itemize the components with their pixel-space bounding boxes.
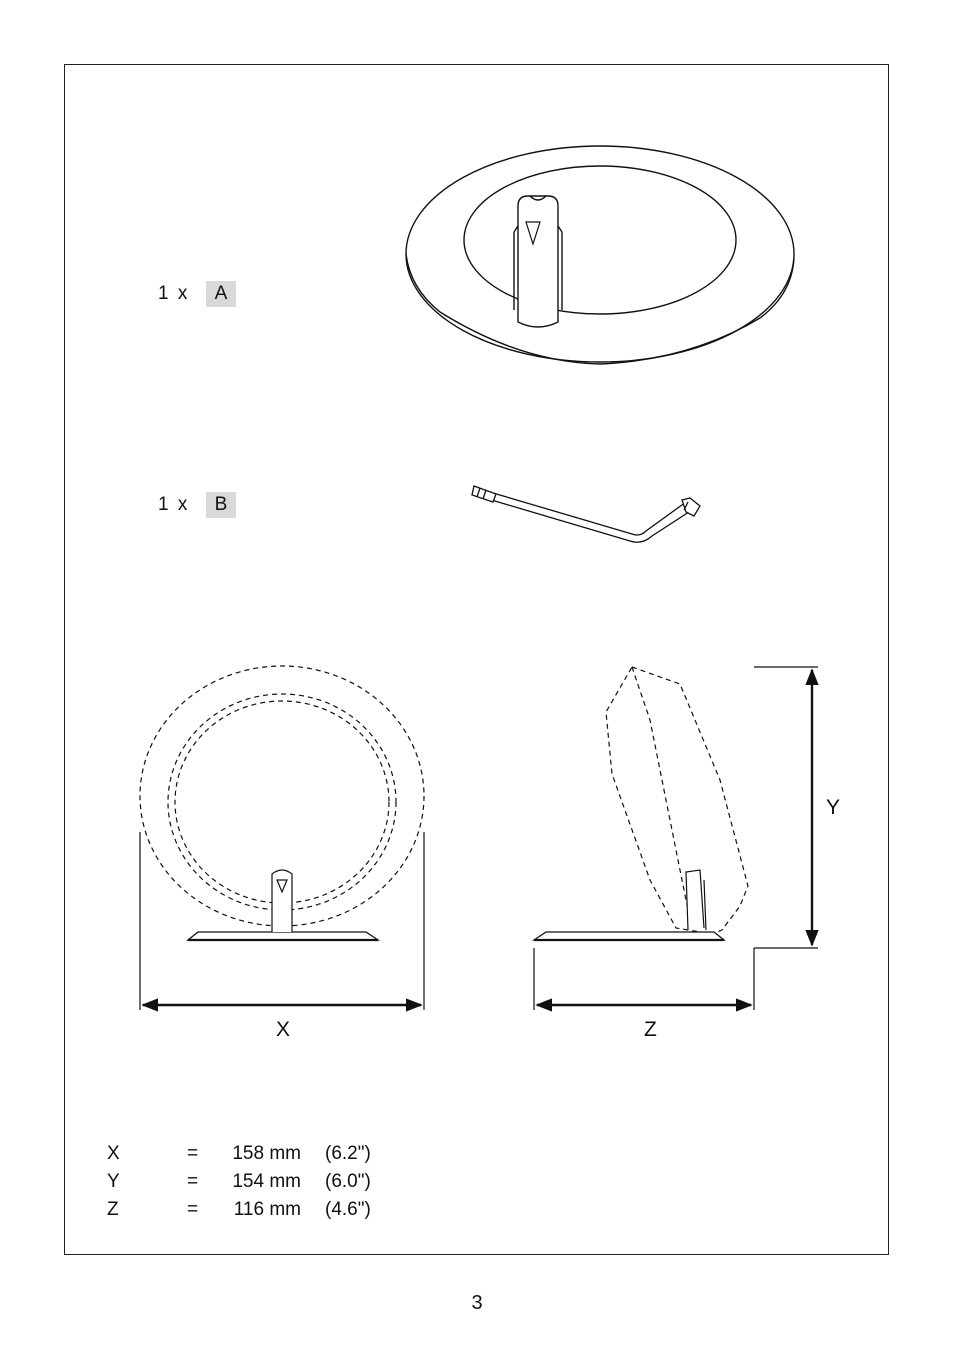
dimension-mm: 154 mm <box>232 1171 301 1192</box>
dimension-y-label: Y <box>826 796 841 819</box>
dimension-row-z <box>107 1196 371 1224</box>
part-a-label: A <box>206 281 236 307</box>
hex-key-illustration <box>472 486 700 542</box>
part-a-quantity: 1 x <box>158 283 190 304</box>
dimension-inch: (6.0") <box>325 1171 371 1192</box>
dimensions-table <box>107 1140 371 1224</box>
dimension-axis: Z <box>107 1199 119 1220</box>
dimension-x-label: X <box>276 1018 291 1041</box>
dimension-axis: X <box>107 1143 120 1164</box>
dimension-mm: 116 mm <box>233 1199 301 1220</box>
dimension-mm: 158 mm <box>232 1143 301 1164</box>
stand-base-illustration <box>406 146 794 364</box>
dimension-axis: Y <box>107 1171 120 1192</box>
page-number: 3 <box>471 1292 483 1314</box>
dimension-row-y <box>107 1168 371 1196</box>
dimension-inch: (4.6") <box>325 1199 371 1220</box>
dimension-equals: = <box>187 1171 199 1192</box>
dimension-inch: (6.2") <box>325 1143 371 1164</box>
dimension-equals: = <box>187 1143 199 1164</box>
side-view-drawing <box>534 667 818 1010</box>
dimension-z-label: Z <box>644 1018 657 1041</box>
dimension-equals: = <box>187 1199 199 1220</box>
part-b-label: B <box>206 492 236 518</box>
front-view-drawing <box>140 666 424 1010</box>
dimension-row-x <box>107 1140 371 1168</box>
part-b-quantity: 1 x <box>158 494 190 515</box>
